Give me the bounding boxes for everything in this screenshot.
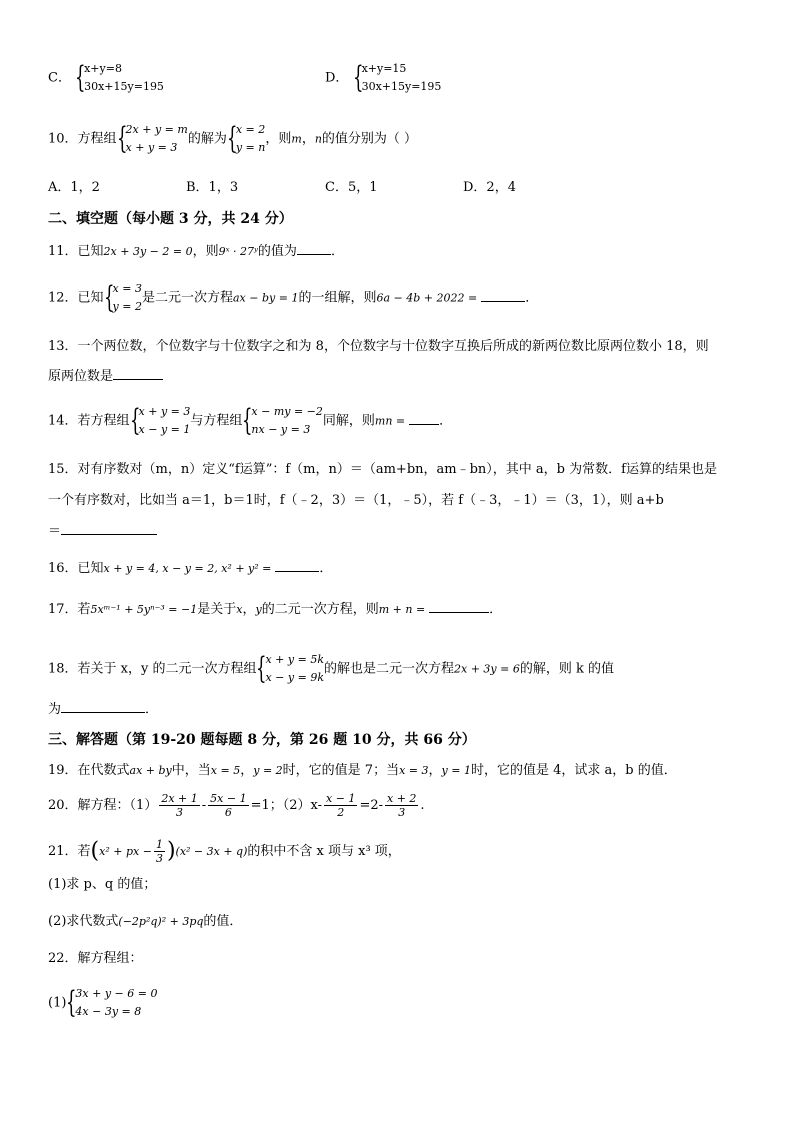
q9-option-c-system	[75, 60, 164, 96]
q17-sep: ，	[242, 602, 256, 617]
q10-comma: ，	[301, 131, 315, 147]
q20-pre: 20．解方程：（1）	[48, 798, 158, 813]
left-brace-icon: {	[256, 651, 267, 686]
left-brace-icon: {	[226, 121, 238, 156]
q21-expr1a: x² + px −	[99, 845, 152, 858]
q22-title: 22．解方程组：	[48, 951, 143, 966]
left-brace-icon: {	[116, 121, 128, 156]
left-brace-icon: {	[103, 280, 115, 315]
q11-expr: 2x + 3y − 2 = 0	[103, 245, 193, 258]
q22-p1-label: (1)	[48, 995, 67, 1011]
question-20	[48, 792, 425, 819]
q17-x: x	[236, 603, 243, 616]
q15-line1: 15．对有序数对（m，n）定义“f运算”：f（m，n）＝（am+bn，am﹣bn），其中 a，b 为常数．f运算的结果也是	[48, 462, 717, 477]
q18-post: 的解，则 k 的值	[519, 661, 615, 677]
q17-expr: 5xᵐ⁻¹ + 5yⁿ⁻³ = −1	[90, 603, 198, 616]
q18-pre: 18．若关于 x，y 的二元一次方程组	[48, 661, 257, 677]
q20-f2-denominator: 6	[224, 806, 232, 819]
q17-mid: 是关于	[197, 602, 237, 617]
q21-frac-numerator: 1	[155, 838, 163, 851]
q14-a1: x + y = 3	[138, 405, 191, 418]
q12-expr: 6a − 4b + 2022 =	[376, 291, 478, 305]
q20-eq1: =1；（2）x-	[250, 798, 323, 813]
question-21	[48, 838, 401, 865]
q18-eq2: x − y = 9k	[265, 671, 324, 684]
left-brace-icon: {	[242, 403, 253, 438]
q14-answer-blank[interactable]	[409, 424, 439, 425]
section-2-title: 二、填空题（每小题 3 分，共 24 分）	[48, 211, 293, 227]
q14-a2: x − y = 1	[138, 423, 191, 436]
q12-end: ．	[525, 290, 539, 306]
q21-frac-denominator: 3	[155, 852, 163, 865]
q11-post: 的值为	[257, 244, 297, 259]
q9-d-eq2: 30x+15y=195	[361, 80, 442, 93]
q22-system	[66, 985, 157, 1021]
q19-c4: y = 1	[441, 764, 471, 777]
q17-mid2: 的二元一次方程，则	[261, 602, 379, 617]
q18-line2	[48, 701, 158, 719]
q12-sol1: x = 3	[112, 282, 142, 295]
q16-end: ．	[319, 561, 333, 576]
q10-eq2: x + y = 3	[125, 141, 178, 154]
q19-c1: x = 5	[210, 764, 241, 777]
left-paren-icon: (	[90, 838, 100, 864]
question-12	[48, 280, 538, 316]
q12-answer-blank[interactable]	[481, 301, 525, 302]
question-14	[48, 403, 452, 439]
question-10	[48, 121, 417, 157]
q20-f1-numerator: 2x + 1	[161, 792, 198, 805]
q10-stem-start: 10．方程组	[48, 131, 117, 147]
q14-end: ．	[439, 413, 453, 429]
q11-expr2: 9ˣ · 27ʸ	[218, 245, 258, 258]
q10-sol2: y = n	[235, 141, 266, 154]
q10-eq1: 2x + y = m	[125, 123, 188, 136]
left-brace-icon: {	[352, 60, 364, 95]
q17-expr2: m + n =	[378, 603, 426, 616]
q13-line2	[48, 368, 163, 386]
q18-system	[256, 651, 324, 687]
q18-answer-blank[interactable]	[61, 712, 145, 713]
left-brace-icon: {	[75, 60, 86, 95]
q22-part1	[48, 985, 157, 1021]
q15-line3-text: ＝	[48, 524, 62, 539]
q12-mid: 是二元一次方程	[141, 290, 233, 306]
q18-line2-text: 为	[48, 702, 62, 717]
q20-f3-denominator: 2	[337, 806, 345, 819]
q10-system	[117, 121, 188, 157]
q10-mid: 的解为	[187, 131, 227, 147]
right-paren-icon: )	[166, 838, 176, 864]
q12-eq: ax − by = 1	[233, 291, 299, 305]
q19-c2: y = 2	[253, 764, 283, 777]
section-3-title: 三、解答题（第 19-20 题每题 8 分，第 26 题 10 分，共 66 分）	[48, 732, 476, 748]
q20-f4-denominator: 3	[398, 806, 406, 819]
q18-mid: 的解也是二元一次方程	[324, 661, 455, 677]
q9-option-d-label: D．	[325, 70, 349, 86]
q20-f3-numerator: x − 1	[326, 792, 356, 805]
q17-end: ．	[489, 602, 503, 617]
q10-option-c: C．5，1	[325, 180, 378, 195]
q21-pre: 21．若	[48, 844, 91, 859]
q19-s2: ，	[428, 763, 442, 778]
q20-eq2: =2-	[359, 798, 383, 813]
q19-t3: 时，它的值是 4，试求 a，b 的值．	[470, 763, 677, 778]
q10-solution	[227, 121, 266, 157]
q13-line2-text: 原两位数是	[48, 369, 114, 384]
question-19	[48, 762, 677, 780]
q10-tail2: 的值分别为（ ）	[321, 131, 418, 147]
q21-p2expr: (−2p²q)² + 3pq	[118, 915, 204, 928]
q11-mid: ，则	[192, 244, 219, 259]
q11-end: ．	[330, 244, 344, 259]
q9-d-eq1: x+y=15	[361, 62, 407, 75]
q13-line1: 13．一个两位数，个位数字与十位数字之和为 8，个位数字与十位数字互换后所成的新两位数比原两位数小 18，则	[48, 339, 709, 354]
q20-f1-denominator: 3	[176, 806, 184, 819]
q21-p2b: 的值．	[203, 914, 243, 929]
question-18	[48, 651, 614, 687]
q19-c3: x = 3	[399, 764, 429, 777]
q9-option-d	[325, 60, 441, 96]
q9-options	[48, 60, 164, 96]
q12-sol2: y = 2	[112, 300, 142, 313]
q19-expr: ax + by	[129, 764, 172, 777]
q14-mid: 与方程组	[190, 413, 243, 429]
q20-fraction-2	[208, 792, 248, 819]
q21-part1: (1)求 p、q 的值；	[48, 877, 157, 892]
q12-solution	[104, 280, 142, 316]
q22-eq1: 3x + y − 6 = 0	[75, 987, 158, 1000]
q10-tail1: ，则	[265, 131, 292, 147]
q20-f4-numerator: x + 2	[387, 792, 417, 805]
q21-post: 的积中不含 x 项与 x³ 项，	[247, 844, 401, 859]
q14-b2: nx − y = 3	[251, 423, 311, 436]
q16-expr: x + y = 4, x − y = 2, x² + y² =	[103, 562, 272, 575]
q20-fraction-4	[385, 792, 418, 819]
q12-mid2: 的一组解，则	[298, 290, 377, 306]
q20-f2-numerator: 5x − 1	[210, 792, 247, 805]
q12-pre: 12．已知	[48, 290, 104, 306]
q18-end: ．	[145, 702, 159, 717]
q19-t2: 时，它的值是 7；当	[282, 763, 400, 778]
left-brace-icon: {	[129, 403, 141, 438]
q14-expr: mn =	[374, 414, 406, 428]
q14-b1: x − my = −2	[251, 405, 323, 418]
q16-pre: 16．已知	[48, 561, 104, 576]
q15-answer-blank[interactable]	[61, 534, 157, 535]
q9-option-c-label: C．	[48, 70, 71, 86]
q20-fraction-3	[324, 792, 357, 819]
q21-p2a: (2)求代数式	[48, 914, 119, 929]
q9-c-eq1: x+y=8	[84, 62, 122, 75]
q18-eq: 2x + 3y = 6	[454, 662, 520, 676]
q20-fraction-1	[159, 792, 199, 819]
q13-answer-blank[interactable]	[113, 379, 163, 380]
q20-end: .	[420, 798, 425, 813]
q14-system-b	[242, 403, 322, 439]
q10-option-b: B．1，3	[186, 180, 239, 195]
q16-answer-blank[interactable]	[275, 571, 319, 572]
q22-eq2: 4x − 3y = 8	[75, 1005, 142, 1018]
q19-s1: ，	[240, 763, 254, 778]
q15-line2: 一个有序数对，比如当 a＝1，b＝1时，f（﹣2，3）＝（1，﹣5），若 f（﹣3，﹣1）＝（3，1），则 a+b	[48, 493, 664, 508]
q10-var-n: n	[314, 132, 322, 146]
q9-c-eq2: 30x+15y=195	[84, 80, 164, 93]
q17-y: y	[255, 603, 262, 616]
q11-answer-blank[interactable]	[297, 254, 331, 255]
q19-t1: 中，当	[171, 763, 211, 778]
q9-option-d-system	[353, 60, 442, 96]
q20-minus: -	[201, 798, 207, 813]
q11-pre: 11．已知	[48, 244, 104, 259]
q18-eq1: x + y = 5k	[265, 653, 324, 666]
left-brace-icon: {	[66, 985, 77, 1020]
q21-expr2: (x² − 3x + q)	[175, 845, 248, 858]
q17-answer-blank[interactable]	[429, 612, 489, 613]
q10-option-a: A．1，2	[48, 180, 100, 195]
q21-part2	[48, 913, 242, 931]
question-17	[48, 601, 502, 619]
question-11	[48, 243, 344, 261]
question-16	[48, 560, 332, 578]
q10-option-d: D．2，4	[463, 180, 516, 195]
q17-pre: 17．若	[48, 602, 91, 617]
q14-post: 同解，则	[322, 413, 375, 429]
q14-system-a	[130, 403, 191, 439]
q14-pre: 14．若方程组	[48, 413, 130, 429]
q10-var-m: m	[291, 132, 302, 146]
q19-pre: 19．在代数式	[48, 763, 130, 778]
q15-line3	[48, 523, 157, 541]
q21-fraction	[154, 838, 165, 865]
q10-sol1: x = 2	[235, 123, 266, 136]
